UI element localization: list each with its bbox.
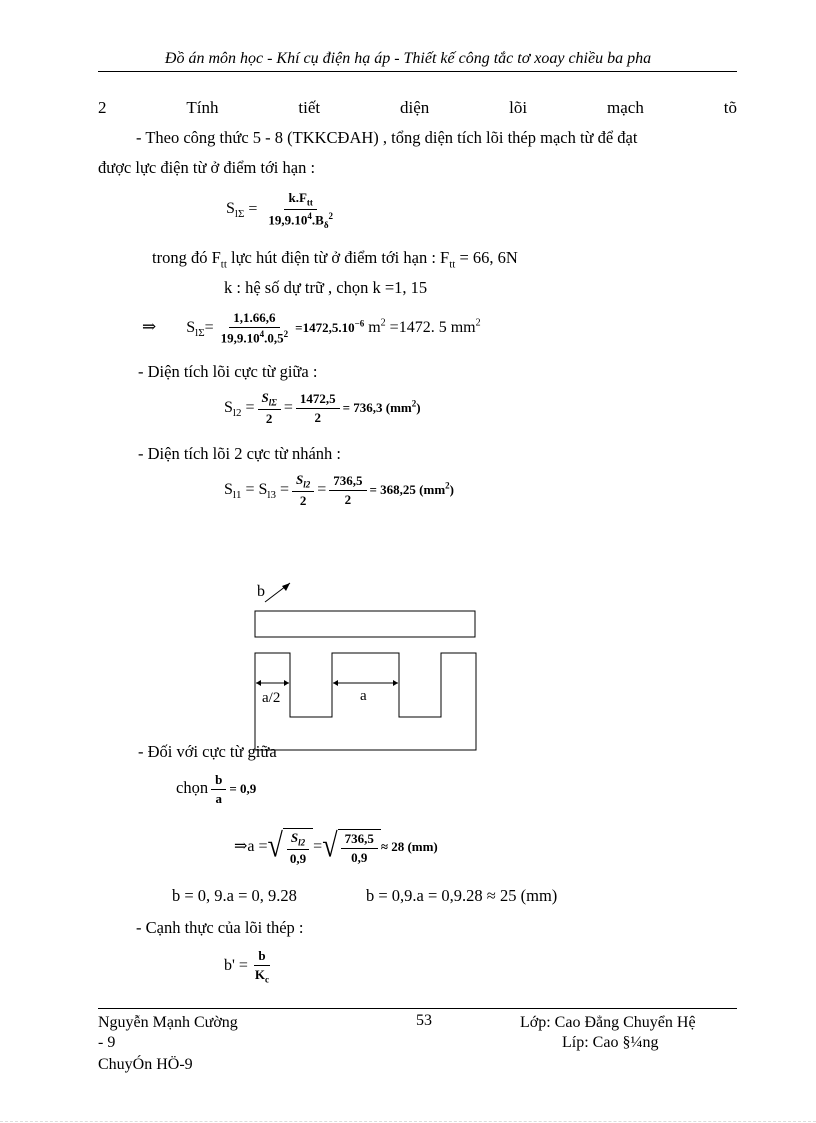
calc-b-left: b = 0, 9.a = 0, 9.28: [172, 886, 297, 905]
section-word-6: tõ: [723, 98, 737, 117]
definition-line: trong đó $F_{tt}$ lực hút điện từ ở điểm tới hạn : $F_{tt} = 66$, 6N: [152, 248, 518, 271]
formula-middle-pole-area: $S_{l2}$ = $\frac{S_{l\Sigma}}{2}$ = $\frac{1472,5}{2}$ = 736,3 $(mm^2)$: [224, 390, 421, 426]
formula-real-edge: b' = $\frac{b}{K_c}$: [224, 948, 276, 985]
b-label: b: [257, 583, 265, 600]
header-rule: [98, 71, 737, 72]
paragraph-line: - Đối với cực từ giữa: [138, 742, 277, 761]
page-header: Đồ án môn học - Khí cụ điện hạ áp - Thiết kế công tắc tơ xoay chiều ba pha: [164, 50, 652, 67]
paragraph-line: - Cạnh thực của lõi thép :: [136, 918, 304, 937]
fraction: $\frac{S_{l2}}{2}$: [292, 472, 314, 509]
footer-class-garbled: Líp: Cao §¼ng: [562, 1034, 659, 1051]
fraction: $\frac{736,5}{0,9}$: [341, 831, 378, 866]
definition-line: k : hệ số dự trữ , chọn k =1, 15: [224, 278, 428, 297]
fraction: $\frac{S_{l2}}{0,9}$: [286, 830, 310, 867]
b-arrowhead: [282, 583, 290, 591]
paragraph-line: - Diện tích lõi 2 cực từ nhánh :: [138, 444, 342, 463]
half-a-label: a/2: [262, 690, 281, 706]
section-heading: [98, 98, 737, 118]
a-dim-arrow-left: [333, 680, 338, 686]
section-word-5: mạch: [607, 98, 644, 117]
e-core-diagram: [240, 575, 490, 755]
footer-author-garbled: ChuyÓn HÖ-9: [98, 1056, 193, 1073]
formula-a-dimension: ⇒a = √ $\frac{S_{l2}}{0,9}$ = √ $\frac{736,5}{0,9}$ ≈ 28 (mm): [234, 828, 438, 866]
yoke-bar: [255, 611, 475, 637]
a-dim-arrow-right: [393, 680, 398, 686]
section-word-3: diện: [400, 98, 430, 117]
paragraph-line: - Theo công thức 5 - 8 (TKKCĐAH) , tổng diện tích lõi thép mạch từ để đạt: [136, 128, 638, 147]
sqrt: √ $\frac{S_{l2}}{0,9}$: [268, 828, 314, 867]
fraction: $\frac{b}{a}$: [211, 772, 226, 807]
formula-total-area: $S_{l\Sigma}$ = $\frac{k.F_{tt}}{19,9.10^4.B_\delta^2}$: [226, 190, 340, 230]
half-dim-arrow-right: [284, 680, 289, 686]
formula-ratio-choice: chọn $\frac{b}{a}$ = 0,9: [176, 772, 257, 806]
fraction: $\frac{b}{K_c}$: [254, 948, 270, 985]
formula-lhs: $S_{l\Sigma}$: [226, 200, 245, 221]
a-label: a: [360, 688, 367, 704]
fraction: $\frac{1472,5}{2}$: [296, 391, 340, 426]
formula-side-pole-area: $S_{l1} = S_{l3}$ = $\frac{S_{l2}}{2}$ = $\frac{736,5}{2}$ = 368,25 $(mm^2)$: [224, 472, 455, 508]
section-word-1: Tính: [186, 98, 219, 117]
section-number: 2: [98, 98, 107, 117]
fraction: $\frac{S_{l\Sigma}}{2}$: [258, 390, 281, 427]
footer-author-cont: - 9: [98, 1034, 116, 1051]
fraction: $\frac{k.F_{tt}}{19,9.10^4.B_\delta^2}$: [268, 190, 333, 230]
page-number: 53: [416, 1012, 432, 1029]
formula-total-area-result: ⇒ $S_{l\Sigma}=$ $\frac{1,1.66,6}{19,9.10^4.0,5^2}$ $=1472,5.10^{-6}$ $m^2 =1472$. 5 $mm^2$: [142, 310, 481, 346]
paragraph-line: được lực điện từ ở điểm tới hạn :: [98, 158, 316, 177]
footer-rule: [98, 1008, 737, 1009]
calc-b-right: b = 0,9.a = 0,9.28 ≈ 25 (mm): [366, 886, 558, 905]
fraction: $\frac{736,5}{2}$: [329, 473, 366, 508]
paragraph-line: - Diện tích lõi cực từ giữa :: [138, 362, 318, 381]
page-bottom-border: [0, 1121, 816, 1122]
footer-class: Lớp: Cao Đẳng Chuyển Hệ: [520, 1014, 696, 1031]
half-dim-arrow-left: [256, 680, 261, 686]
section-word-2: tiết: [298, 98, 321, 117]
fraction: $\frac{1,1.66,6}{19,9.10^4.0,5^2}$: [220, 310, 289, 346]
section-word-4: lõi: [509, 98, 528, 117]
footer-author: Nguyễn Mạnh Cường: [98, 1014, 238, 1031]
sqrt: √ $\frac{736,5}{0,9}$: [322, 829, 381, 866]
